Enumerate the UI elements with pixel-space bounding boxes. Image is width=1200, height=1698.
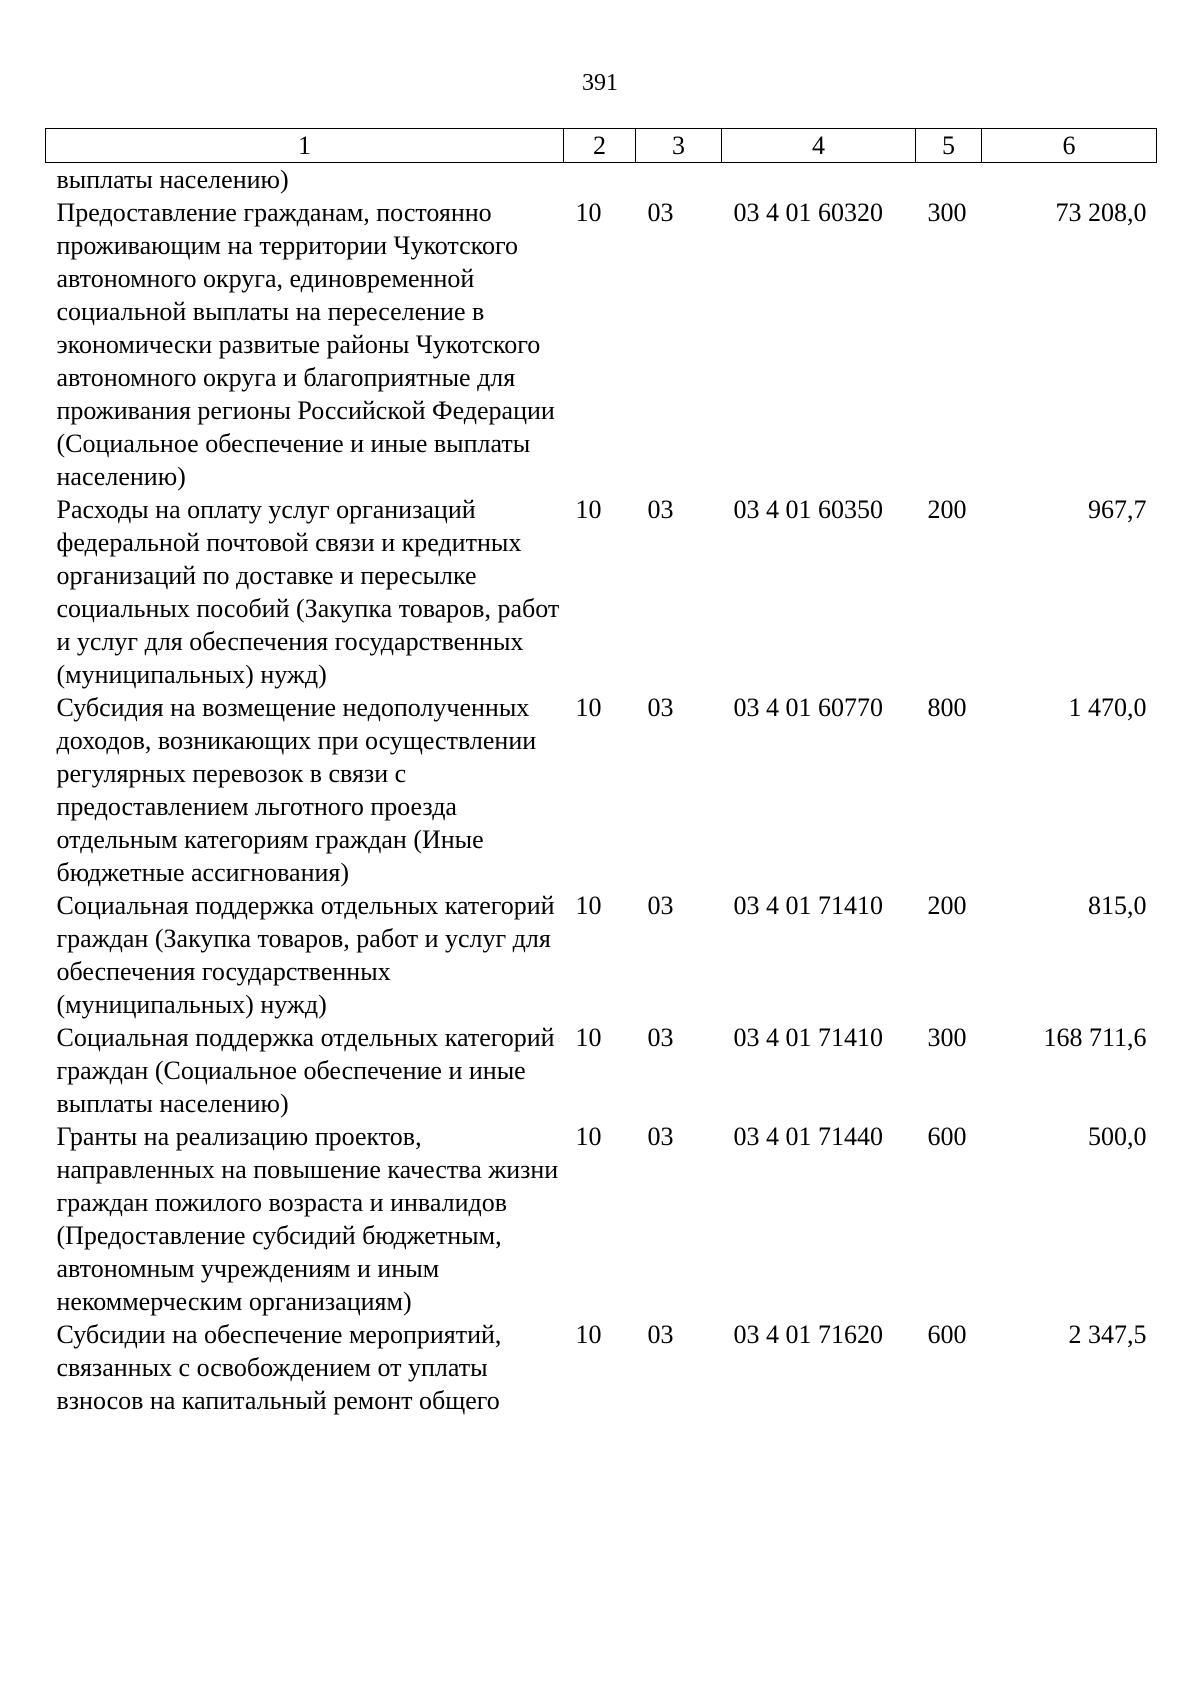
table-row xyxy=(46,889,1157,1021)
table-row xyxy=(46,1021,1157,1120)
row-section: 10 xyxy=(575,495,602,524)
row-code: 03 4 01 71410 xyxy=(733,891,883,920)
header-cell-4: 4 xyxy=(722,129,916,163)
row-amount: 967,7 xyxy=(1088,495,1147,524)
row-amount: 1 470,0 xyxy=(1068,693,1147,722)
header-cell-6: 6 xyxy=(982,129,1157,163)
row-name: Социальная поддержка отдельных категорий граждан (Закупка товаров, работ и услуг для обеспечения государственных (муниципальных) нужд) xyxy=(56,891,555,1019)
row-name: Субсидии на обеспечение мероприятий, связанных с освобождением от уплаты взносов на капитальный ремонт общего xyxy=(56,1320,502,1415)
row-subsection: 03 xyxy=(647,891,674,920)
table-row xyxy=(46,691,1157,889)
header-cell-2: 2 xyxy=(564,129,636,163)
row-type xyxy=(916,163,982,197)
row-amount: 168 711,6 xyxy=(1043,1023,1147,1052)
row-amount: 500,0 xyxy=(1088,1122,1147,1151)
row-subsection: 03 xyxy=(647,1023,674,1052)
page-number: 391 xyxy=(582,70,618,96)
table-row xyxy=(46,1318,1157,1417)
row-amount: 2 347,5 xyxy=(1068,1320,1147,1349)
row-section: 10 xyxy=(575,1023,602,1052)
row-section: 10 xyxy=(575,198,602,227)
row-code: 03 4 01 60320 xyxy=(733,198,883,227)
row-subsection xyxy=(636,163,722,197)
row-name: Гранты на реализацию проектов, направленных на повышение качества жизни граждан пожилого возраста и инвалидов (Предоставление субсидий бюджетным, автономным учреждениям и иным некоммерческим организациям) xyxy=(56,1122,559,1316)
row-section: 10 xyxy=(575,891,602,920)
row-code xyxy=(722,163,916,197)
row-name: Предоставление гражданам, постоянно проживающим на территории Чукотского автономного округа, единовременной социальной выплаты на переселение в экономически развитые районы Чукотского автономного округа и благоприятные для проживания регионы Российской Федерации (Социальное обеспечение и иные выплаты населению) xyxy=(56,198,555,491)
row-code: 03 4 01 60350 xyxy=(733,495,883,524)
row-amount: 73 208,0 xyxy=(1055,198,1147,227)
budget-table xyxy=(45,128,1157,1417)
row-section: 10 xyxy=(575,1320,602,1349)
table-row xyxy=(46,163,1157,197)
header-cell-5: 5 xyxy=(916,129,982,163)
row-code: 03 4 01 71620 xyxy=(733,1320,883,1349)
row-code: 03 4 01 71440 xyxy=(733,1122,883,1151)
row-subsection: 03 xyxy=(647,1122,674,1151)
row-type: 200 xyxy=(927,891,967,920)
row-section xyxy=(564,163,636,197)
row-name: Социальная поддержка отдельных категорий граждан (Социальное обеспечение и иные выплаты населению) xyxy=(56,1023,555,1118)
row-type: 300 xyxy=(927,1023,967,1052)
header-cell-1: 1 xyxy=(46,129,564,163)
row-amount: 815,0 xyxy=(1088,891,1147,920)
row-code: 03 4 01 71410 xyxy=(733,1023,883,1052)
row-subsection: 03 xyxy=(647,1320,674,1349)
row-type: 800 xyxy=(927,693,967,722)
row-subsection: 03 xyxy=(647,198,674,227)
row-type: 200 xyxy=(927,495,967,524)
table-row xyxy=(46,196,1157,493)
row-amount xyxy=(982,163,1157,197)
row-name: Субсидия на возмещение недополученных доходов, возникающих при осуществлении регулярных перевозок в связи с предоставлением льготного проезда отдельным категориям граждан (Иные бюджетные ассигнования) xyxy=(56,693,537,887)
row-type: 600 xyxy=(927,1122,967,1151)
row-subsection: 03 xyxy=(647,693,674,722)
row-section: 10 xyxy=(575,1122,602,1151)
header-cell-3: 3 xyxy=(636,129,722,163)
row-type: 600 xyxy=(927,1320,967,1349)
row-type: 300 xyxy=(927,198,967,227)
table-row xyxy=(46,1120,1157,1318)
row-section: 10 xyxy=(575,693,602,722)
row-name: выплаты населению) xyxy=(56,165,289,194)
header-row xyxy=(46,129,1157,163)
table-row xyxy=(46,493,1157,691)
row-code: 03 4 01 60770 xyxy=(733,693,883,722)
row-name: Расходы на оплату услуг организаций федеральной почтовой связи и кредитных организаций по доставке и пересылке социальных пособий (Закупка товаров, работ и услуг для обеспечения государственных (муниципальных) нужд) xyxy=(56,495,560,689)
row-subsection: 03 xyxy=(647,495,674,524)
